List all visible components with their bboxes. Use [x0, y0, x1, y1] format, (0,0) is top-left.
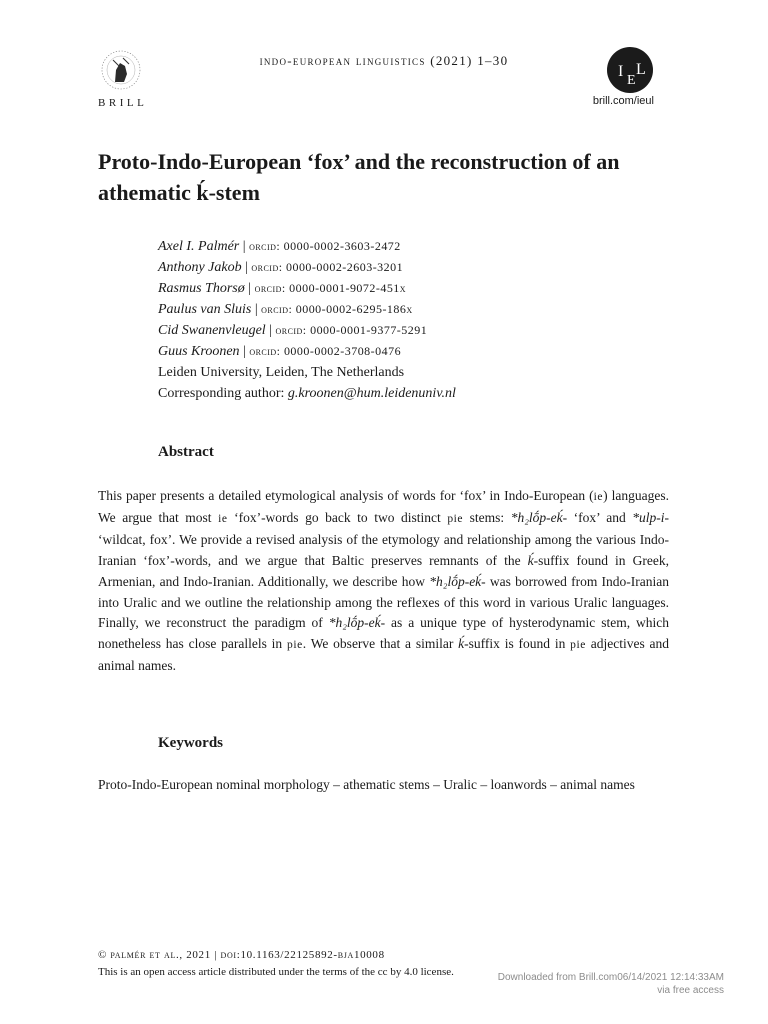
abbr-pie: pie [570, 639, 586, 652]
author-row [158, 236, 456, 257]
abstract-fragment: was borrowed from Indo-Iranian into Uralic and we outline the relationship among the reflexes of this word in various Uralic languages. Finally, we reconstruct the paradigm of [98, 573, 670, 631]
author-name: Axel I. Palmér [158, 239, 240, 254]
reconstructed-form: *h₂lṓp-eḱ- [429, 573, 486, 589]
journal-url-link[interactable]: brill.com/ieul [592, 95, 654, 107]
iel-journal-logo [606, 46, 654, 94]
orcid-link[interactable]: orcid: 0000-0002-6295-186x [261, 302, 413, 316]
iel-logo-letter-e: E [627, 73, 636, 88]
author-separator: | [265, 323, 276, 338]
abstract-fragment: -suffix found in Greek, Armenian, and Indo-Iranian. Additionally, we describe how [98, 552, 669, 589]
author-row [158, 278, 456, 299]
author-row [158, 320, 456, 341]
license-line: This is an open access article distributed under the terms of the cc by 4.0 license. [98, 966, 454, 978]
iel-logo-letter-i: I [618, 63, 624, 80]
reconstructed-form: *h₂lṓp-eḱ- [328, 615, 386, 631]
author-separator: | [239, 239, 250, 254]
orcid-link[interactable]: orcid: 0000-0002-3708-0476 [249, 344, 402, 358]
abstract-fragment: -suffix is found in [464, 636, 571, 652]
reconstructed-form: *h₂lṓp-eḱ- [510, 509, 568, 525]
abstract-fragment: ‘fox’-words go back to two distinct [227, 509, 448, 525]
author-name: Cid Swanenvleugel [158, 323, 266, 338]
k-letter: ḱ [527, 552, 534, 568]
orcid-link[interactable]: orcid: 0000-0002-2603-3201 [251, 260, 404, 274]
journal-running-header: indo-european linguistics (2021) 1–30 [259, 53, 509, 68]
author-separator: | [251, 302, 262, 317]
abbr-ie: ie [593, 491, 604, 503]
corresponding-email-link[interactable]: g.kroonen@hum.leidenuniv.nl [287, 386, 456, 401]
download-stamp: Downloaded from Brill.com06/14/2021 12:14:33AM [497, 972, 724, 983]
reconstructed-form: *ulp-i- [632, 509, 669, 525]
corresponding-label: Corresponding author: [158, 386, 288, 401]
iel-logo-letter-l: L [636, 61, 646, 78]
author-name: Anthony Jakob [158, 260, 242, 275]
keywords-heading: Keywords [158, 735, 223, 751]
author-separator: | [239, 344, 250, 359]
abbr-pie: pie [287, 639, 303, 652]
publisher-name: BRILL [98, 97, 148, 109]
author-block [158, 236, 456, 404]
orcid-link[interactable]: orcid: 0000-0001-9072-451x [254, 281, 407, 295]
abstract-fragment: ‘wildcat, fox’. We provide a revised analysis of the etymology and relationship among the various Indo-Iranian ‘fox’-words, and we argue that Baltic preserves remnants of the [98, 531, 669, 568]
abbr-ie: ie [218, 512, 228, 525]
abstract-fragment: ‘fox’ and [567, 509, 633, 525]
corresponding-author [158, 383, 456, 404]
orcid-link[interactable]: orcid: 0000-0002-3603-2472 [249, 239, 401, 253]
access-stamp: via free access [657, 985, 724, 996]
abstract-fragment: ) languages. We argue that most [98, 488, 670, 525]
author-name: Rasmus Thorsø [158, 281, 245, 296]
author-separator: | [241, 260, 252, 275]
abstract-fragment: adjectives and animal names. [98, 636, 670, 674]
copyright-doi-line: © palmér et al., 2021 | doi:10.1163/22125892-bja10008 [98, 949, 385, 961]
article-title: Proto-Indo-European ‘fox’ and the reconstruction of an athematic ḱ-stem [98, 149, 620, 205]
author-name: Paulus van Sluis [158, 302, 252, 317]
author-separator: | [244, 281, 255, 296]
affiliation: Leiden University, Leiden, The Netherlands [158, 365, 405, 380]
orcid-link[interactable]: orcid: 0000-0001-9377-5291 [275, 323, 428, 337]
keywords-text: Proto-Indo-European nominal morphology – athematic stems – Uralic – loanwords – animal names [98, 777, 635, 792]
abstract-heading: Abstract [158, 444, 214, 460]
abstract-fragment: as a unique type of hysterodynamic stem, which nonetheless has close parallels in [98, 615, 669, 652]
abstract-fragment: . We observe that a similar [302, 636, 459, 652]
abstract-fragment: This paper presents a detailed etymological analysis of words for ‘fox’ in Indo-European ( [98, 488, 594, 503]
abbr-pie: pie [447, 512, 464, 525]
abstract-fragment: stems: [463, 509, 511, 525]
abstract-text [98, 486, 669, 677]
author-row [158, 299, 456, 320]
author-name: Guus Kroonen [158, 344, 240, 359]
author-row [158, 257, 456, 278]
author-row [158, 341, 456, 362]
k-letter: ḱ [458, 636, 465, 652]
